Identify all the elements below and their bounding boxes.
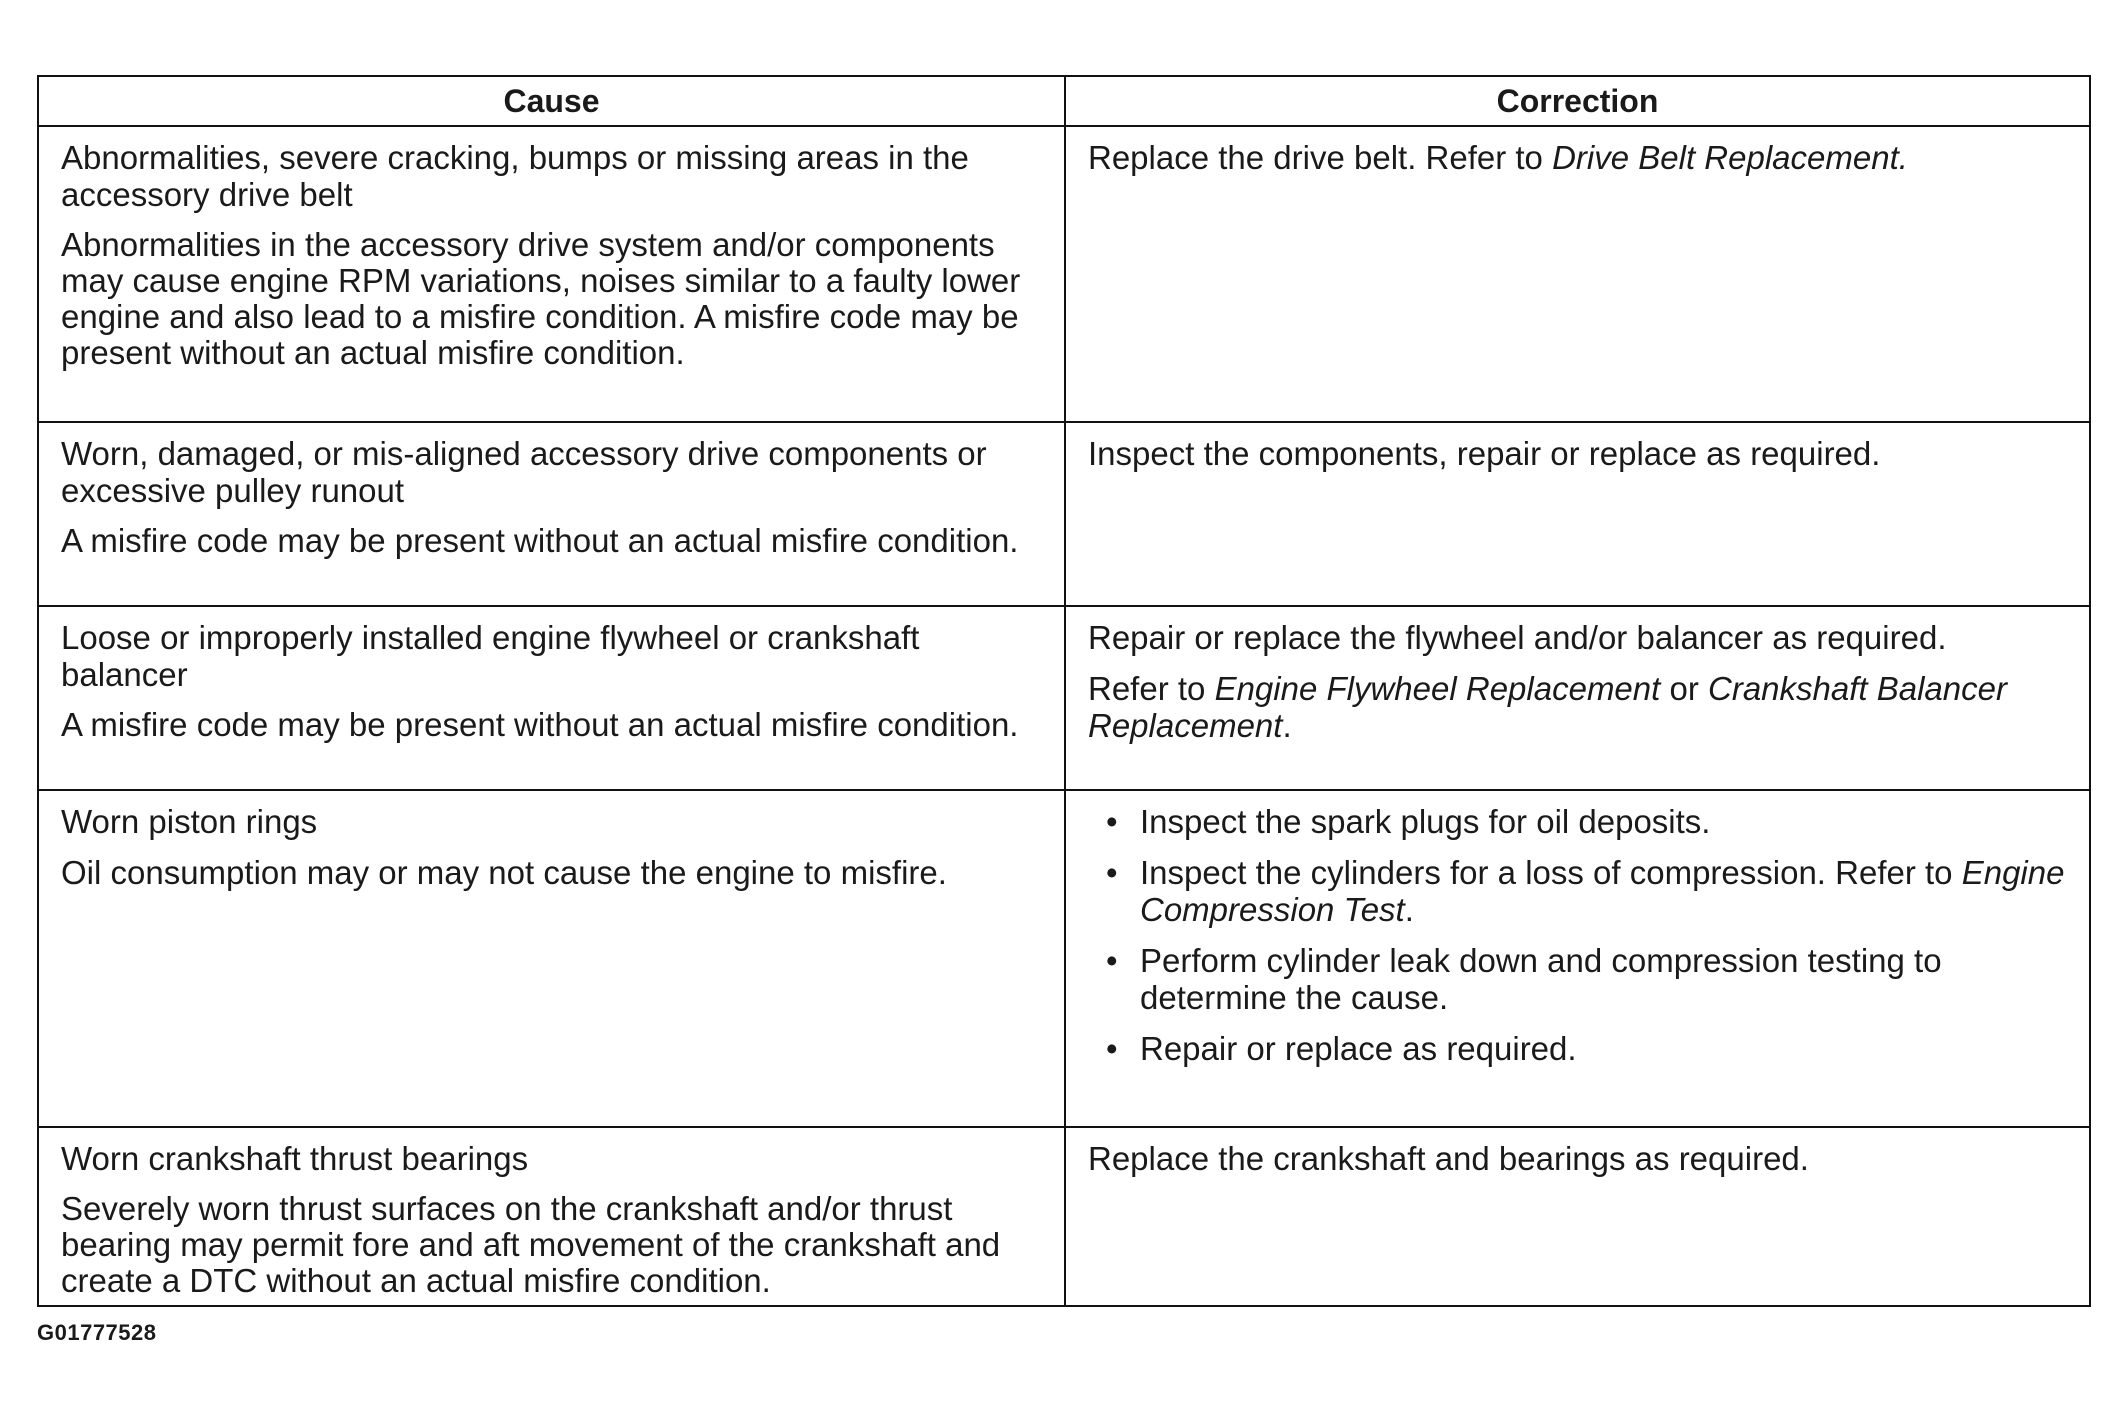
cause-title: Abnormalities, severe cracking, bumps or missing areas in the accessory drive belt (61, 139, 969, 213)
table-row (38, 422, 2090, 606)
bullet-text: Inspect the spark plugs for oil deposits. (1140, 803, 1711, 840)
bullet-dot-icon: • (1106, 803, 1118, 840)
correction-cell (1065, 1127, 2090, 1306)
correction-text (1088, 139, 2067, 176)
cause-note: Abnormalities in the accessory drive system and/or components may cause engine RPM variations, noises similar to a faulty lower engine and also lead to a misfire condition. A misfire code may be present without an actual misfire condition. (61, 226, 1021, 371)
cause-title: Worn, damaged, or mis-aligned accessory drive components or excessive pulley runout (61, 435, 987, 509)
correction-text: Replace the crankshaft and bearings as required. (1088, 1140, 1809, 1177)
table-header-row (38, 76, 2090, 126)
cause-cell (38, 126, 1065, 422)
correction-text: Repair or replace the flywheel and/or balancer as required. (1088, 619, 1947, 656)
period: . (1282, 707, 1292, 744)
correction-text-plain: Replace the drive belt. Refer to (1088, 139, 1553, 176)
cause-note: A misfire code may be present without an actual misfire condition. (61, 706, 1019, 743)
cause-cell (38, 1127, 1065, 1306)
figure-id: G01777528 (37, 1320, 157, 1345)
bullet-item (1106, 803, 2067, 840)
table-row (38, 790, 2090, 1127)
bullet-text: Perform cylinder leak down and compression testing to determine the cause. (1140, 942, 1942, 1016)
correction-header: Correction (1065, 76, 2090, 126)
cause-note: A misfire code may be present without an actual misfire condition. (61, 522, 1019, 559)
correction-refer (1088, 670, 2067, 744)
cause-title: Worn crankshaft thrust bearings (61, 1140, 529, 1177)
bullet-text: Repair or replace as required. (1140, 1030, 1577, 1067)
bullet-dot-icon: • (1106, 942, 1118, 979)
bullet-item (1106, 942, 2067, 1016)
correction-bullet-list (1096, 803, 2067, 1067)
correction-cell (1065, 790, 2090, 1127)
balancer-reference: Crankshaft Balancer Replacement (1088, 670, 2007, 744)
cause-cell (38, 422, 1065, 606)
cause-correction-table (37, 75, 2091, 1307)
bullet-dot-icon: • (1106, 1030, 1118, 1067)
table-row (38, 606, 2090, 790)
bullet-item (1106, 1030, 2067, 1067)
bullet-text: Inspect the cylinders for a loss of compression. Refer to (1140, 854, 1962, 891)
cause-cell (38, 790, 1065, 1127)
correction-text: Inspect the components, repair or replace as required. (1088, 435, 1881, 472)
flywheel-reference: Engine Flywheel Replacement (1214, 670, 1661, 707)
or-text: or (1660, 670, 1708, 707)
bullet-dot-icon: • (1106, 854, 1118, 891)
correction-cell (1065, 126, 2090, 422)
cause-note: Oil consumption may or may not cause the engine to misfire. (61, 854, 947, 891)
cause-header: Cause (38, 76, 1065, 126)
diagnostic-table-container (37, 75, 2089, 1307)
table-row (38, 126, 2090, 422)
correction-cell (1065, 606, 2090, 790)
correction-reference: Drive Belt Replacement. (1552, 139, 1908, 176)
period: . (1404, 891, 1414, 928)
bullet-item (1106, 854, 2067, 928)
compression-test-reference: Engine Compression Test (1140, 854, 2065, 928)
cause-title: Loose or improperly installed engine flywheel or crankshaft balancer (61, 619, 920, 693)
table-row (38, 1127, 2090, 1306)
cause-cell (38, 606, 1065, 790)
cause-title: Worn piston rings (61, 803, 318, 840)
correction-cell (1065, 422, 2090, 606)
refer-prefix: Refer to (1088, 670, 1215, 707)
cause-note: Severely worn thrust surfaces on the crankshaft and/or thrust bearing may permit fore and aft movement of the crankshaft and create a DTC without an actual misfire condition. (61, 1190, 1001, 1299)
